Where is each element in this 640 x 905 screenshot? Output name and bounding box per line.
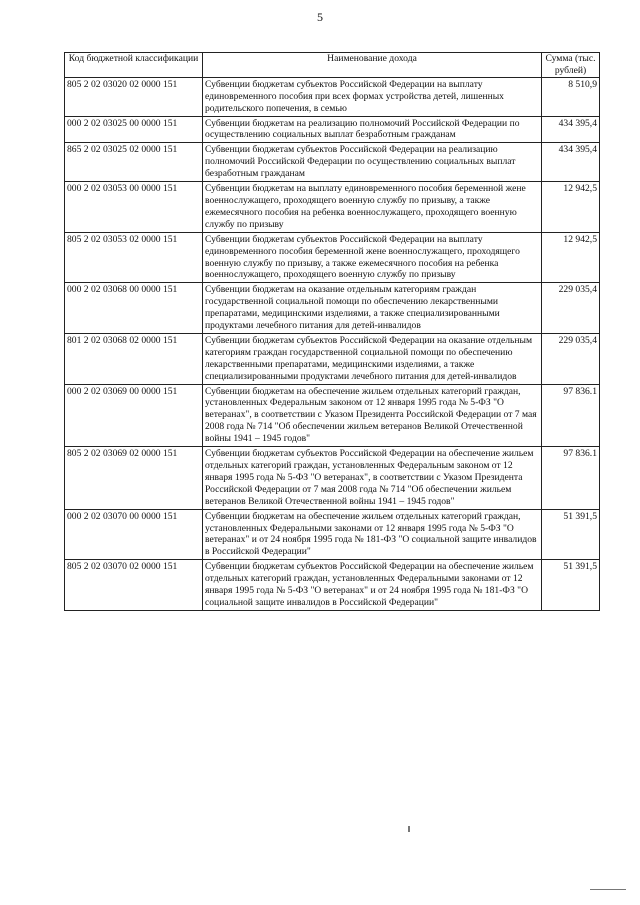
table-row: [65, 447, 600, 510]
row-sum: 229 035,4: [542, 283, 600, 334]
row-sum: 12 942,5: [542, 182, 600, 233]
row-sum: 434 395,4: [542, 116, 600, 143]
row-sum: 97 836.1: [542, 384, 600, 447]
scan-mark: [408, 826, 410, 832]
row-name: Субвенции бюджетам субъектов Российской Федерации на оказание отдельным категориям граждан государственной социальной помощи по обеспечению лекарственными препаратами, медицинскими изделиями, а также специализированными продуктами лечебного питания для детей-инвалидов: [203, 333, 542, 384]
row-name: Субвенции бюджетам субъектов Российской Федерации на выплату единовременного пособия беременной жене военнослужащего, проходящего военную службу по призыву, а также ежемесячного пособия на ребенка военнослужащего, проходящего военную службу по призыву: [203, 232, 542, 283]
table-row: [65, 560, 600, 611]
row-name: Субвенции бюджетам на оказание отдельным категориям граждан государственной социальной помощи по обеспечению лекарственными препаратами, медицинскими изделиями, а также специализированными продуктами лечебного питания для детей-инвалидов: [203, 283, 542, 334]
row-code: 805 2 02 03053 02 0000 151: [65, 232, 203, 283]
row-code: 000 2 02 03053 00 0000 151: [65, 182, 203, 233]
page-number: 5: [317, 10, 323, 24]
table-row: [65, 77, 600, 116]
row-name: Субвенции бюджетам на реализацию полномочий Российской Федерации по осуществлению социальных выплат безработным гражданам: [203, 116, 542, 143]
row-code: 865 2 02 03025 02 0000 151: [65, 143, 203, 182]
row-code: 805 2 02 03070 02 0000 151: [65, 560, 203, 611]
table-row: [65, 333, 600, 384]
row-name: Субвенции бюджетам на выплату единовременного пособия беременной жене военнослужащего, проходящего военную службу по призыву, а также ежемесячного пособия на ребенка военнослужащего, проходящего военную службу по призыву: [203, 182, 542, 233]
row-code: 000 2 02 03068 00 0000 151: [65, 283, 203, 334]
row-code: 000 2 02 03069 00 0000 151: [65, 384, 203, 447]
row-name: Субвенции бюджетам субъектов Российской Федерации на обеспечение жильем отдельных категорий граждан, установленных Федеральными законами от 12 января 1995 года № 5-ФЗ "О ветеранах" и от 24 ноября 1995 года № 181-ФЗ "О социальной защите инвалидов в Российской Федерации": [203, 560, 542, 611]
row-name: Субвенции бюджетам на обеспечение жильем отдельных категорий граждан, установленных Федеральным законом от 12 января 1995 года № 5-ФЗ "О ветеранах", в соответствии с Указом Президента Российской Федерации от 7 мая 2008 года № 714 "Об обеспечении жильем ветеранов Великой Отечественной войны 1941 – 1945 годов": [203, 384, 542, 447]
table-row: [65, 116, 600, 143]
table-row: [65, 182, 600, 233]
row-name: Субвенции бюджетам на обеспечение жильем отдельных категорий граждан, установленных Федеральными законами от 12 января 1995 года № 5-ФЗ "О ветеранах" и от 24 ноября 1995 года № 181-ФЗ "О социальной защите инвалидов в Российской Федерации": [203, 509, 542, 560]
table-row: [65, 232, 600, 283]
row-name: Субвенции бюджетам субъектов Российской Федерации на обеспечение жильем отдельных категорий граждан, установленных Федеральным законом от 12 января 1995 года № 5-ФЗ "О ветеранах", в соответствии с Указом Президента Российской Федерации от 7 мая 2008 года № 714 "Об обеспечении жильем ветеранов Великой Отечественной войны 1941 – 1945 годов": [203, 447, 542, 510]
row-sum: 51 391,5: [542, 560, 600, 611]
row-code: 801 2 02 03068 02 0000 151: [65, 333, 203, 384]
row-code: 805 2 02 03069 02 0000 151: [65, 447, 203, 510]
row-name: Субвенции бюджетам субъектов Российской Федерации на реализацию полномочий Российской Федерации по осуществлению социальных выплат безработным гражданам: [203, 143, 542, 182]
table-row: [65, 384, 600, 447]
row-name: Субвенции бюджетам субъектов Российской Федерации на выплату единовременного пособия при всех формах устройства детей, лишенных родительского попечения, в семью: [203, 77, 542, 116]
row-sum: 12 942,5: [542, 232, 600, 283]
row-sum: 97 836.1: [542, 447, 600, 510]
table-row: [65, 283, 600, 334]
table-row: [65, 509, 600, 560]
header-code: Код бюджетной классификации: [65, 53, 203, 78]
row-sum: 434 395,4: [542, 143, 600, 182]
row-sum: 229 035,4: [542, 333, 600, 384]
table-row: [65, 143, 600, 182]
row-code: 000 2 02 03025 00 0000 151: [65, 116, 203, 143]
row-code: 000 2 02 03070 00 0000 151: [65, 509, 203, 560]
row-sum: 8 510,9: [542, 77, 600, 116]
scan-line: [590, 889, 626, 890]
row-code: 805 2 02 03020 02 0000 151: [65, 77, 203, 116]
header-name: Наименование дохода: [203, 53, 542, 78]
row-sum: 51 391,5: [542, 509, 600, 560]
revenue-table: [64, 52, 600, 611]
header-sum: Сумма (тыс. рублей): [542, 53, 600, 78]
table-header-row: [65, 53, 600, 78]
